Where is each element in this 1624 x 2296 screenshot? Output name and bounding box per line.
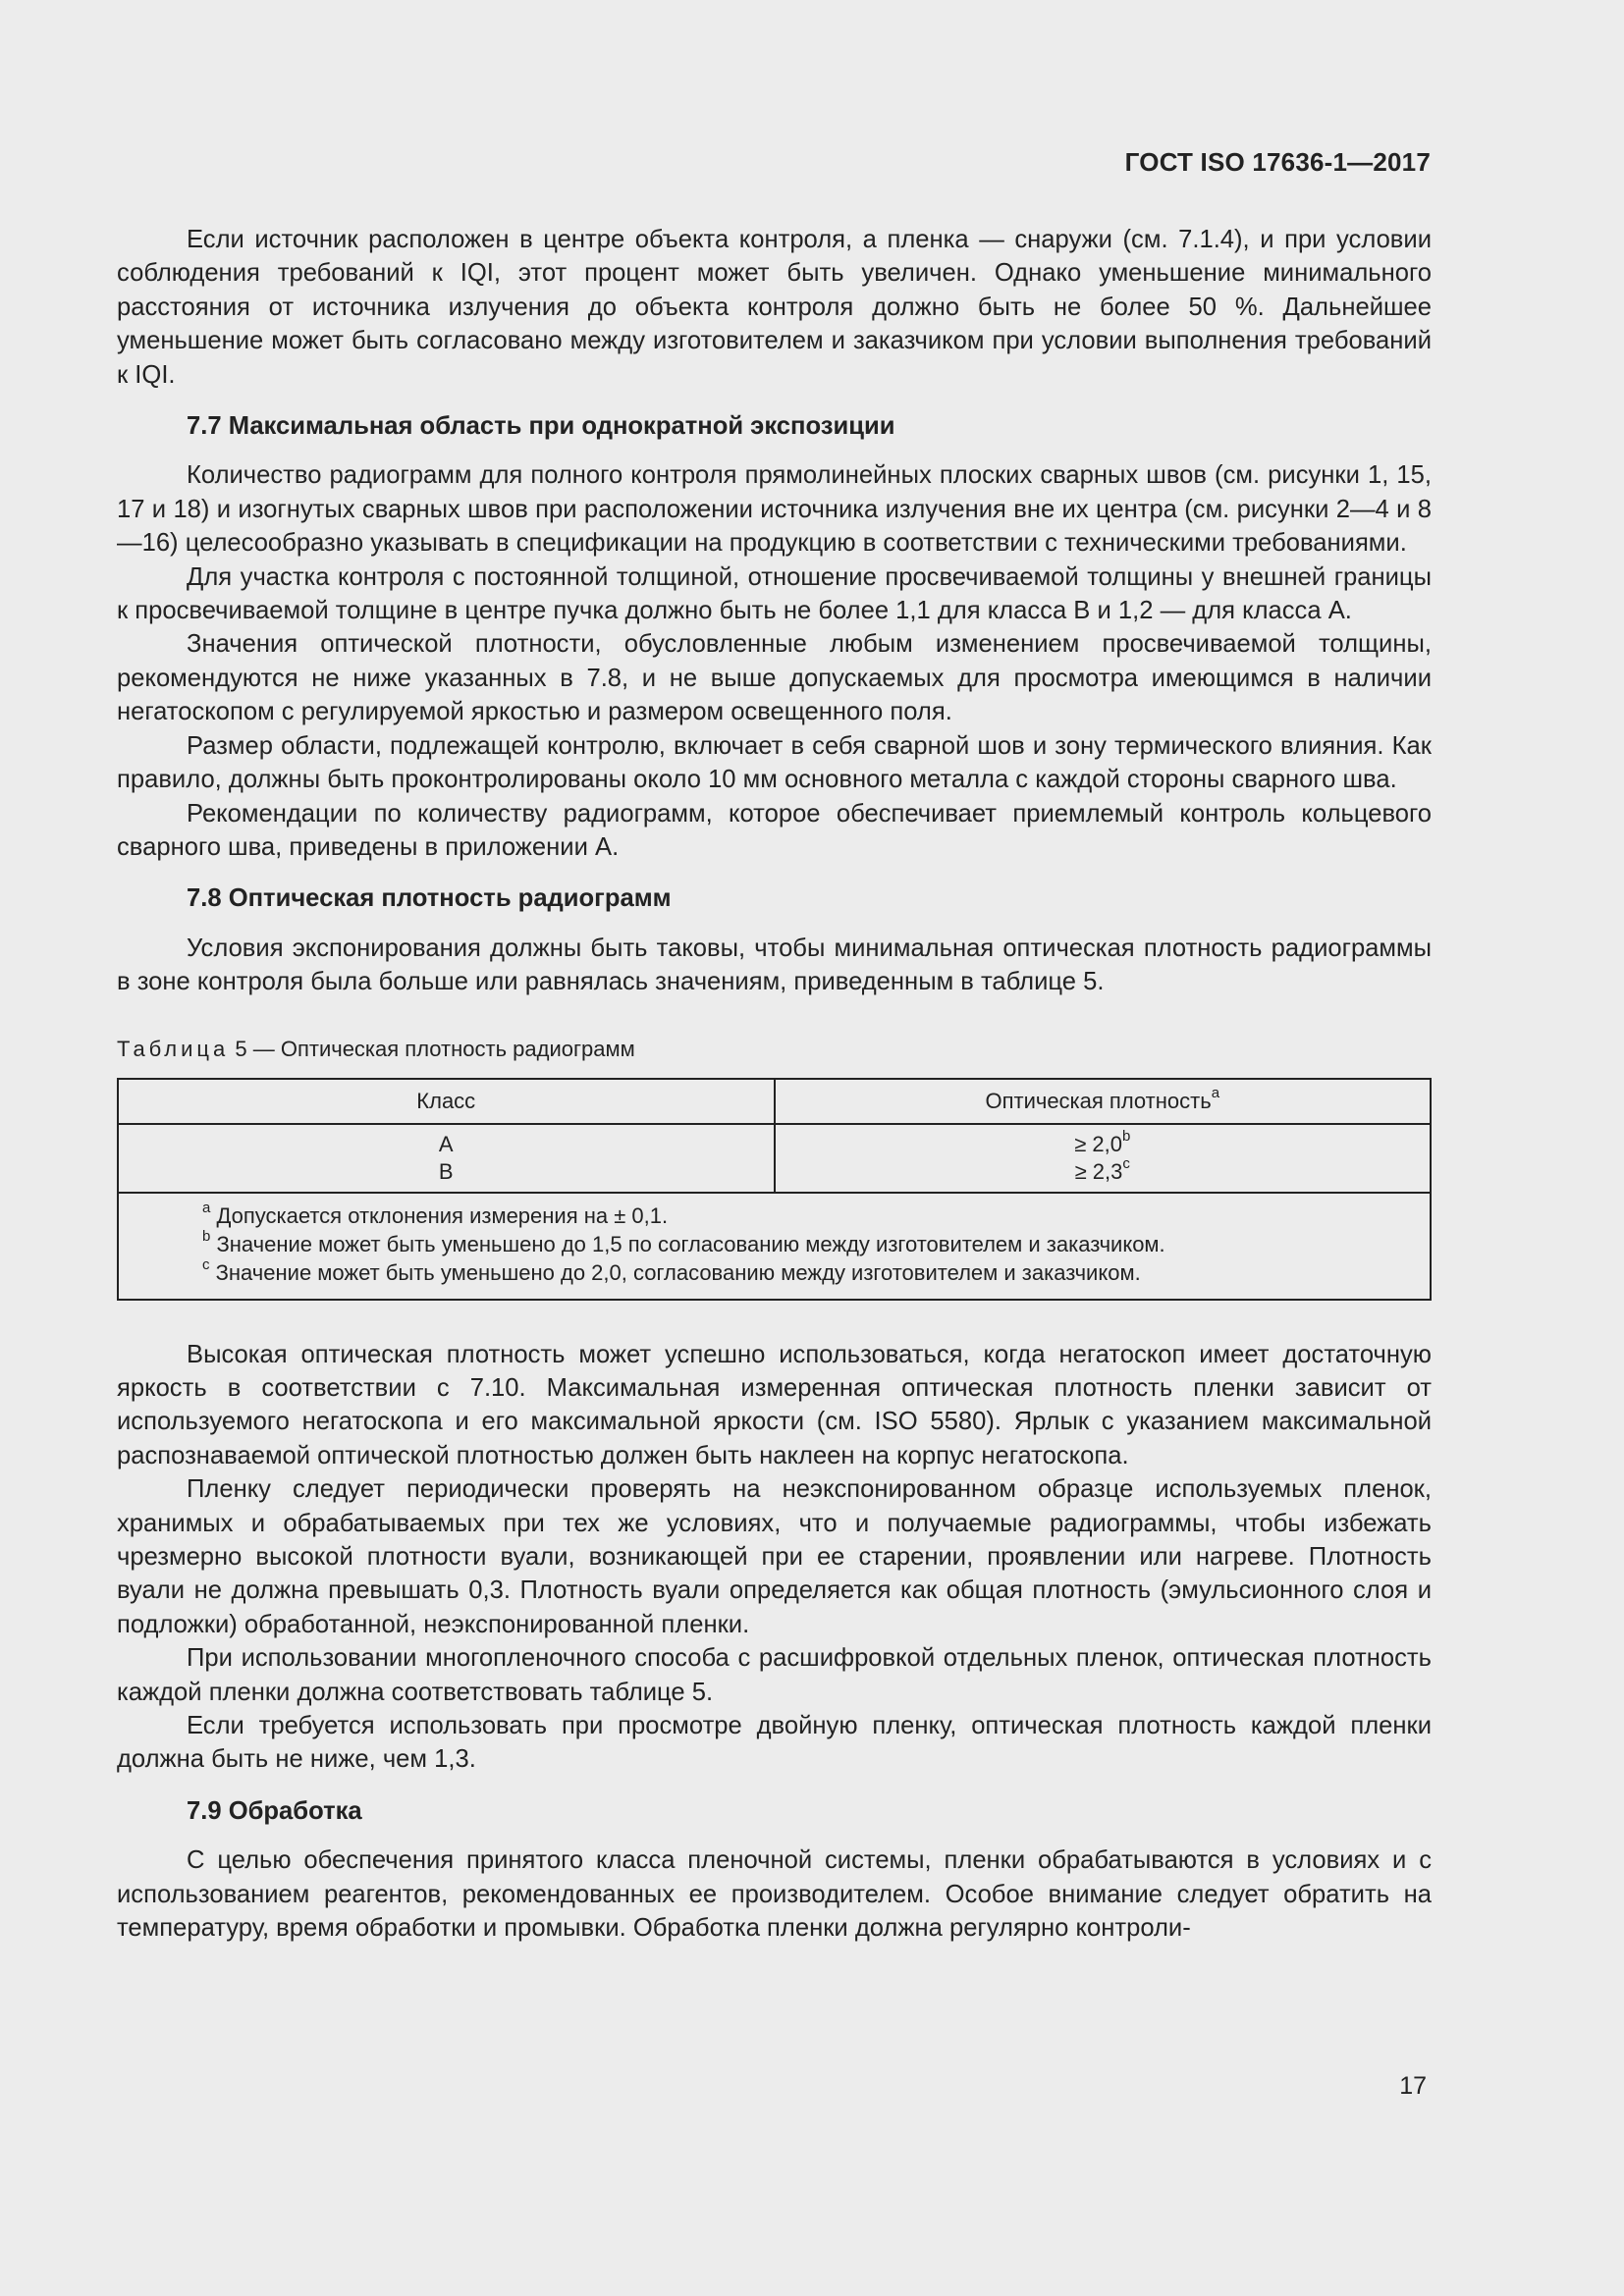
paragraph-7-7-1: Количество радиограмм для полного контроля прямолинейных плоских сварных швов (см. рисунки 1, 15, 17 и 18) и изогнутых сварных швов при расположении источника излучения вне их центра (см. рисунки 2—4 и 8—16) целесообразно указывать в спецификации на продукцию в соответствии с техническими требованиями. <box>117 461 1432 558</box>
paragraph-7-7-2: Для участка контроля с постоянной толщиной, отношение просвечиваемой толщины у внешней границы к просвечиваемой толщине в центре пучка должно быть не более 1,1 для класса В и 1,2 — для класса А. <box>117 562 1432 625</box>
density-b-footnote-mark: c <box>1122 1155 1130 1173</box>
paragraph-7-8-intro: Условия экспонирования должны быть таковы, чтобы минимальная оптическая плотность радиограммы в зоне контроля была больше или равнялась значениям, приведенным в таблице 5. <box>117 934 1432 996</box>
section-heading-7-8: 7.8 Оптическая плотность радиограмм <box>187 884 672 913</box>
density-a <box>776 1128 1431 1158</box>
header-density-footnote-mark: a <box>1211 1085 1220 1102</box>
header-density-label: Оптическая плотность <box>985 1088 1212 1113</box>
footnote-a-mark: a <box>202 1200 211 1217</box>
header-class <box>118 1079 775 1124</box>
footnote-c-mark: c <box>202 1256 210 1274</box>
header-class-label: Класс <box>416 1088 476 1113</box>
table-caption-label: Таблица <box>117 1036 230 1061</box>
table-notes <box>118 1193 1431 1300</box>
page-number: 17 <box>1399 2072 1427 2100</box>
paragraph-7-8-1: Высокая оптическая плотность может успешно использоваться, когда негатоскоп имеет достаточную яркость в соответствии с 7.10. Максимальная измеренная оптическая плотность пленки зависит от используемого негатоскопа и его максимальной яркости (см. ISO 5580). Ярлык с указанием максимальной распознаваемой оптической плотностью должен быть наклеен на корпус негатоскопа. <box>117 1340 1432 1469</box>
header-density <box>775 1079 1432 1124</box>
section-heading-7-7: 7.7 Максимальная область при однократной экспозиции <box>187 412 895 441</box>
footnote-a-text: Допускается отклонения измерения на ± 0,1. <box>210 1202 669 1228</box>
class-b: В <box>438 1158 454 1184</box>
page-content <box>117 223 1432 1945</box>
density-a-value: ≥ 2,0 <box>1074 1131 1122 1156</box>
table-caption <box>117 1035 1432 1064</box>
document-code: ГОСТ ISO 17636-1—2017 <box>1124 147 1431 177</box>
table-header-row <box>118 1079 1431 1124</box>
footnote-b-mark: b <box>202 1228 211 1246</box>
paragraph-7-8-4: Если требуется использовать при просмотре двойную пленку, оптическая плотность каждой пленки должна быть не ниже, чем 1,3. <box>117 1712 1432 1774</box>
paragraph-7-8-3: При использовании многопленочного способа с расшифровкой отдельных пленок, оптическая плотность каждой пленки должна соответствовать таблице 5. <box>117 1644 1432 1706</box>
table-notes-row <box>118 1193 1431 1300</box>
class-cell <box>118 1124 775 1193</box>
paragraph-7-7-5: Рекомендации по количеству радиограмм, которое обеспечивает приемлемый контроль кольцевого сварного шва, приведены в приложении А. <box>117 799 1432 861</box>
paragraph-7-8-2: Пленку следует периодически проверять на неэкспонированном образце используемых пленок, хранимых и обрабатываемых при тех же условиях, что и получаемые радиограммы, чтобы избежать чрезмерно высокой плотности вуали, возникающей при ее старении, проявлении или нагреве. Плотность вуали не должна превышать 0,3. Плотность вуали определяется как общая плотность (эмульсионного слоя и подложки) обработанной, неэкспонированной пленки. <box>117 1475 1432 1638</box>
class-a: А <box>438 1131 454 1156</box>
paragraph-7-7-3: Значения оптической плотности, обусловленные любым изменением просвечиваемой толщины, рекомендуются не ниже указанных в 7.8, и не выше допускаемых для просмотра имеющимся в наличии негатоскопом с регулируемой яркостью и размером освещенного поля. <box>117 630 1432 726</box>
intro-paragraph: Если источник расположен в центре объекта контроля, а пленка — снаружи (см. 7.1.4), и при условии соблюдения требований к IQI, этот процент может быть увеличен. Однако уменьшение минимального расстояния от источника излучения до объекта контроля должно быть не более 50 %. Дальнейшее уменьшение может быть согласовано между изготовителем и заказчиком при условии выполнения требований к IQI. <box>117 226 1432 389</box>
footnote-c-text: Значение может быть уменьшено до 2,0, согласованию между изготовителем и заказчиком. <box>209 1259 1141 1285</box>
table-caption-text: 5 — Оптическая плотность радиограмм <box>229 1036 635 1061</box>
footnote-a <box>202 1201 1430 1230</box>
density-b <box>776 1155 1431 1186</box>
footnote-c <box>202 1258 1430 1287</box>
density-b-value: ≥ 2,3 <box>1074 1158 1123 1184</box>
footnote-b <box>202 1230 1430 1258</box>
section-heading-7-9: 7.9 Обработка <box>187 1796 362 1825</box>
footnote-b-text: Значение может быть уменьшено до 1,5 по согласованию между изготовителем и заказчиком. <box>210 1231 1165 1256</box>
density-table <box>117 1078 1432 1301</box>
table-row <box>118 1124 1431 1193</box>
density-cell <box>775 1124 1432 1193</box>
paragraph-7-7-4: Размер области, подлежащей контролю, включает в себя сварной шов и зону термического влияния. Как правило, должны быть проконтролированы около 10 мм основного металла с каждой стороны сварного шва. <box>117 731 1432 794</box>
density-a-footnote-mark: b <box>1121 1128 1131 1146</box>
paragraph-7-9: С целью обеспечения принятого класса пленочной системы, пленки обрабатываются в условиях и с использованием реагентов, рекомендованных ее производителем. Особое внимание следует обратить на температуру, время обработки и промывки. Обработка пленки должна регулярно контроли- <box>117 1846 1432 1943</box>
